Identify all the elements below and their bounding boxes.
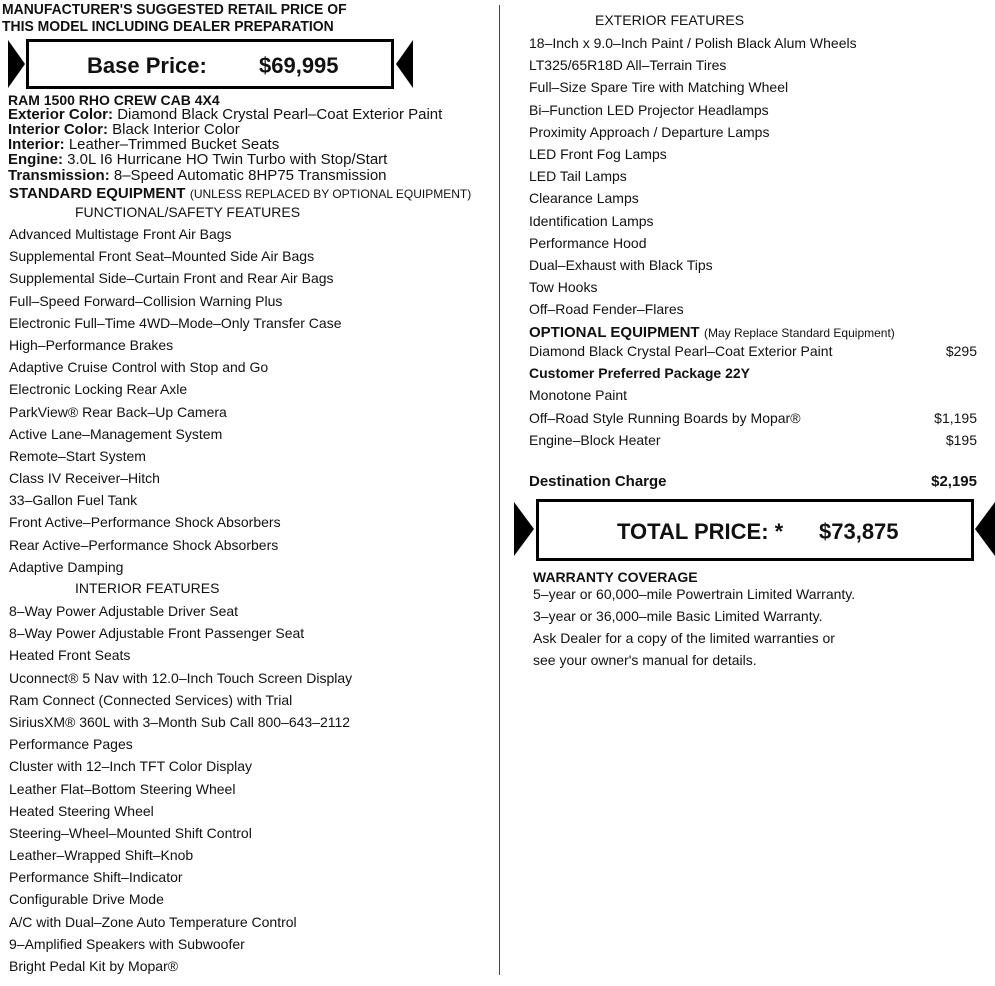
standard-equipment-title: STANDARD EQUIPMENT [9, 185, 186, 202]
total-price-label: TOTAL PRICE: * [617, 519, 784, 544]
list-item: Advanced Multistage Front Air Bags [9, 226, 232, 242]
engine-label: Engine: [8, 151, 63, 168]
list-item: Performance Shift–Indicator [9, 869, 183, 886]
option-paint-price: $295 [945, 343, 977, 359]
vehicle-model: RAM 1500 RHO CREW CAB 4X4 [8, 92, 220, 108]
interior-features-title: INTERIOR FEATURES [75, 580, 220, 596]
list-item: Configurable Drive Mode [9, 891, 164, 908]
interior-features-list [9, 600, 352, 977]
exterior-color-value: Diamond Black Crystal Pearl–Coat Exterior Paint [117, 106, 443, 123]
list-item: Class IV Receiver–Hitch [9, 470, 160, 487]
option-heater-price: $195 [945, 432, 977, 448]
list-item: Bright Pedal Kit by Mopar® [9, 958, 179, 974]
warranty-line-4: see your owner's manual for details. [533, 652, 757, 668]
interior-color-label: Interior Color: [8, 121, 108, 138]
optional-equipment-note: (May Replace Standard Equipment) [704, 326, 895, 340]
list-item: Heated Steering Wheel [9, 802, 154, 819]
option-heater-row [529, 429, 977, 451]
interior-color-value: Black Interior Color [112, 121, 240, 138]
standard-equipment-heading [9, 185, 471, 203]
functional-safety-list [9, 223, 342, 578]
list-item: Adaptive Damping [9, 558, 124, 575]
base-price-box [26, 39, 394, 89]
base-price-label: Base Price: [87, 53, 207, 78]
warranty-title: WARRANTY COVERAGE [533, 569, 698, 585]
exterior-color-label: Exterior Color: [8, 106, 114, 123]
option-monotone-label: Monotone Paint [529, 387, 628, 403]
option-boards-row [529, 407, 977, 429]
list-item: Cluster with 12–Inch TFT Color Display [9, 758, 253, 775]
option-package-row [529, 362, 977, 384]
transmission-value: 8–Speed Automatic 8HP75 Transmission [113, 167, 387, 184]
list-item: Supplemental Front Seat–Mounted Side Air Bags [9, 248, 315, 265]
list-item: Supplemental Side–Curtain Front and Rear Air Bags [9, 270, 334, 287]
option-boards-label: Off–Road Style Running Boards by Mopar® [529, 410, 801, 426]
transmission-label: Transmission: [8, 167, 110, 184]
interior-value: Leather–Trimmed Bucket Seats [68, 136, 280, 153]
list-item: Performance Pages [9, 736, 133, 753]
exterior-color-row [8, 107, 442, 122]
list-item: Bi–Function LED Projector Headlamps [529, 101, 769, 118]
total-price-value: $73,875 [819, 519, 899, 544]
engine-row [8, 152, 387, 167]
list-item: LT325/65R18D All–Terrain Tires [529, 57, 727, 74]
list-item: Uconnect® 5 Nav with 12.0–Inch Touch Screen Display [9, 669, 353, 686]
list-item: LED Front Fog Lamps [529, 145, 667, 162]
list-item: Off–Road Fender–Flares [529, 301, 684, 318]
total-price-left-arrow [514, 502, 534, 556]
exterior-features-list [529, 32, 857, 320]
destination-row [529, 471, 977, 493]
base-price-value: $69,995 [259, 53, 339, 78]
option-boards-price: $1,195 [934, 410, 977, 426]
list-item: Leather Flat–Bottom Steering Wheel [9, 780, 236, 797]
list-item: Front Active–Performance Shock Absorbers [9, 514, 281, 531]
interior-row [8, 137, 279, 152]
header-line-2: THIS MODEL INCLUDING DEALER PREPARATION [2, 18, 334, 35]
list-item: ParkView® Rear Back–Up Camera [9, 403, 227, 420]
interior-color-row [8, 122, 240, 137]
list-item: Clearance Lamps [529, 190, 639, 207]
list-item: Ram Connect (Connected Services) with Trial [9, 691, 293, 708]
list-item: A/C with Dual–Zone Auto Temperature Control [9, 913, 297, 930]
list-item: 18–Inch x 9.0–Inch Paint / Polish Black Alum Wheels [529, 35, 857, 51]
list-item: 33–Gallon Fuel Tank [9, 492, 138, 509]
destination-label: Destination Charge [529, 473, 667, 490]
warranty-line-2: 3–year or 36,000–mile Basic Limited Warranty. [533, 608, 823, 624]
list-item: Adaptive Cruise Control with Stop and Go [9, 359, 269, 376]
transmission-row [8, 168, 387, 183]
list-item: Tow Hooks [529, 279, 598, 296]
list-item: Performance Hood [529, 234, 647, 251]
list-item: Full–Size Spare Tire with Matching Wheel [529, 79, 789, 96]
standard-equipment-note: (UNLESS REPLACED BY OPTIONAL EQUIPMENT) [189, 187, 472, 201]
list-item: 9–Amplified Speakers with Subwoofer [9, 935, 245, 952]
list-item: Identification Lamps [529, 212, 654, 229]
warranty-line-3: Ask Dealer for a copy of the limited warranties or [533, 630, 835, 646]
base-price-left-arrow [8, 40, 25, 88]
list-item: Full–Speed Forward–Collision Warning Plus [9, 292, 283, 309]
column-divider [499, 5, 500, 975]
option-paint-row [529, 340, 977, 362]
list-item: SiriusXM® 360L with 3–Month Sub Call 800–643–2112 [9, 713, 351, 730]
list-item: Rear Active–Performance Shock Absorbers [9, 536, 279, 553]
warranty-line-1: 5–year or 60,000–mile Powertrain Limited Warranty. [533, 586, 856, 602]
list-item: Proximity Approach / Departure Lamps [529, 123, 770, 140]
option-heater-label: Engine–Block Heater [529, 432, 661, 448]
list-item: Leather–Wrapped Shift–Knob [9, 847, 194, 864]
interior-label: Interior: [8, 136, 65, 153]
functional-safety-title: FUNCTIONAL/SAFETY FEATURES [75, 204, 301, 220]
list-item: Electronic Full–Time 4WD–Mode–Only Transfer Case [9, 314, 342, 331]
list-item: Steering–Wheel–Mounted Shift Control [9, 824, 252, 841]
list-item: Electronic Locking Rear Axle [9, 381, 188, 398]
list-item: 8–Way Power Adjustable Driver Seat [9, 603, 239, 619]
engine-value: 3.0L I6 Hurricane HO Twin Turbo with Stop/Start [67, 151, 388, 168]
list-item: LED Tail Lamps [529, 168, 627, 185]
header-line-1: MANUFACTURER'S SUGGESTED RETAIL PRICE OF [2, 1, 347, 18]
option-paint-label: Diamond Black Crystal Pearl–Coat Exterior Paint [529, 343, 833, 359]
list-item: 8–Way Power Adjustable Front Passenger Seat [9, 625, 305, 642]
total-price-box [536, 499, 974, 561]
list-item: Active Lane–Management System [9, 425, 223, 442]
list-item: High–Performance Brakes [9, 336, 174, 353]
list-item: Dual–Exhaust with Black Tips [529, 256, 713, 273]
list-item: Remote–Start System [9, 447, 146, 464]
list-item: Heated Front Seats [9, 647, 131, 664]
exterior-features-title: EXTERIOR FEATURES [595, 12, 745, 28]
optional-equipment-title: OPTIONAL EQUIPMENT [529, 324, 700, 341]
destination-value: $2,195 [931, 473, 977, 490]
option-package-label: Customer Preferred Package 22Y [529, 365, 750, 381]
base-price-right-arrow [396, 40, 413, 88]
option-monotone-row [529, 384, 977, 406]
total-price-right-arrow [975, 502, 995, 556]
